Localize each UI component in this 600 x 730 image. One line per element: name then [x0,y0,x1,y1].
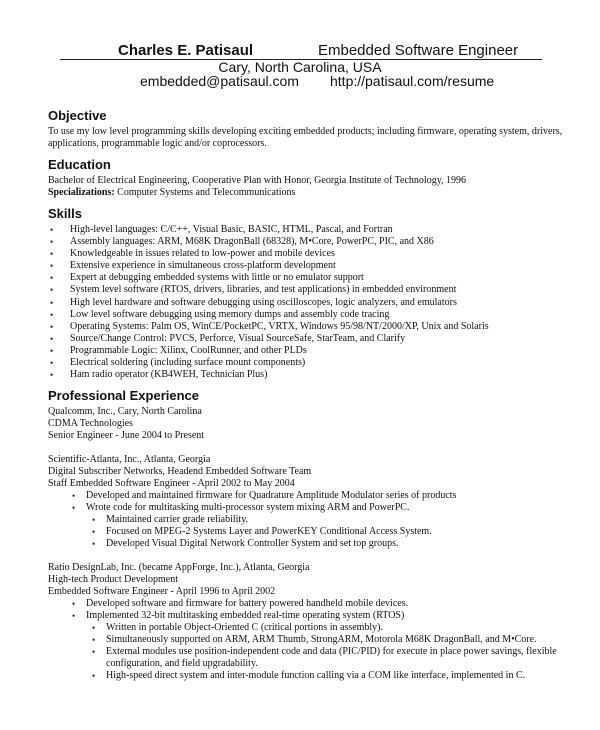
skill-item: • Extensive experience in simultaneous cross-platform development [48,260,566,272]
skill-item: • Programmable Logic: Xilinx, CoolRunner, and other PLDs [48,345,566,357]
education-degree: Bachelor of Electrical Engineering, Cooperative Plan with Honor, Georgia Institute of Technology, 1996 [48,175,467,186]
skill-item: • Ham radio operator (KB4WEH, Technician Plus) [48,369,566,381]
job-sub-bullets [48,514,566,550]
job-entry-scientific-atlanta [48,454,566,550]
job-division: CDMA Technologies [48,418,133,430]
job-sub-bullet: • Simultaneously supported on ARM, ARM Thumb, StrongARM, Motorola M68K DragonBall, and M•Core. [48,634,566,646]
job-role: Staff Embedded Software Engineer - April 2002 to May 2004 [48,478,295,490]
job-sub-bullet: • External modules use position-independent code and data (PIC/PID) for execute in place power savings, flexible configuration, and field upgradability. [48,646,566,670]
skill-item: • Low level software debugging using memory dumps and assembly code tracing [48,309,566,321]
experience-heading: Professional Experience [48,388,200,404]
skill-item: • Knowledgeable in issues related to low-power and mobile devices [48,248,566,260]
job-entry-ratio-designlab [48,562,566,682]
location: Cary, North Carolina, USA [218,59,382,75]
job-bullet: • Developed and maintained firmware for Quadrature Amplitude Modulator series of products [48,490,566,502]
job-bullet: • Implemented 32-bit multitasking embedded real-time operating system (RTOS) [48,610,566,622]
email-link[interactable]: embedded@patisaul.com [140,73,299,89]
skill-item: • Electrical soldering (including surface mount components) [48,357,566,369]
job-division: High-tech Product Development [48,574,178,586]
website-link[interactable]: http://patisaul.com/resume [330,73,495,89]
skill-item: • System level software (RTOS, drivers, libraries, and test applications) in embedded environment [48,284,566,296]
specializations-label: Specializations: [48,187,115,198]
job-entry-qualcomm [48,406,566,442]
resume-body [48,108,566,682]
job-role: Senior Engineer - June 2004 to Present [48,430,205,442]
skill-item: • Expert at debugging embedded systems with little or no emulator support [48,272,566,284]
objective-text: To use my low level programming skills developing exciting embedded products; including firmware, operating system, drivers, applications, programmable logic and/or coprocessors. [48,126,563,149]
job-sub-bullets [48,622,566,682]
job-role: Embedded Software Engineer - April 1996 to April 2002 [48,586,276,598]
job-company: Ratio DesignLab, Inc. (became AppForge, Inc.), Atlanta, Georgia [48,562,310,574]
job-sub-bullet: • Written in portable Object-Oriented C (critical portions in assembly). [48,622,566,634]
skill-item: • Source/Change Control: PVCS, Perforce, Visual SourceSafe, StarTeam, and Clarify [48,333,566,345]
skills-list [48,224,566,381]
job-sub-bullet: • Maintained carrier grade reliability. [48,514,566,526]
skill-item: • High-level languages: C/C++, Visual Basic, BASIC, HTML, Pascal, and Fortran [48,224,566,236]
job-bullets [48,490,566,514]
job-title: Embedded Software Engineer [318,42,519,59]
specializations-value: Computer Systems and Telecommunications [114,187,296,198]
skill-item: • Assembly languages: ARM, M68K DragonBall (68328), M•Core, PowerPC, PIC, and X86 [48,236,566,248]
job-bullet: • Developed software and firmware for battery powered handheld mobile devices. [48,598,566,610]
skill-item: • High level hardware and software debugging using oscilloscopes, logic analyzers, and emulators [48,297,566,309]
objective-heading: Objective [48,108,107,123]
job-bullet: • Wrote code for multitasking multi-processor system mixing ARM and PowerPC. [48,502,566,514]
education-specializations [48,187,566,199]
job-sub-bullet: • Developed Visual Digital Network Controller System and set top groups. [48,538,566,550]
candidate-name: Charles E. Patisaul [118,42,254,59]
skill-item: • Operating Systems: Palm OS, WinCE/PocketPC, VRTX, Windows 95/98/NT/2000/XP, Unix and Solaris [48,321,566,333]
job-company: Qualcomm, Inc., Cary, North Carolina [48,406,202,418]
job-company: Scientific-Atlanta, Inc., Atlanta, Georgia [48,454,211,466]
job-sub-bullet: • High-speed direct system and inter-module function calling via a COM like interface, implemented in C. [48,670,566,682]
job-division: Digital Subscriber Networks, Headend Embedded Software Team [48,466,312,478]
job-sub-bullet: • Focused on MPEG-2 Systems Layer and PowerKEY Conditional Access System. [48,526,566,538]
education-heading: Education [48,157,111,172]
job-bullets [48,598,566,622]
skills-heading: Skills [48,206,82,221]
